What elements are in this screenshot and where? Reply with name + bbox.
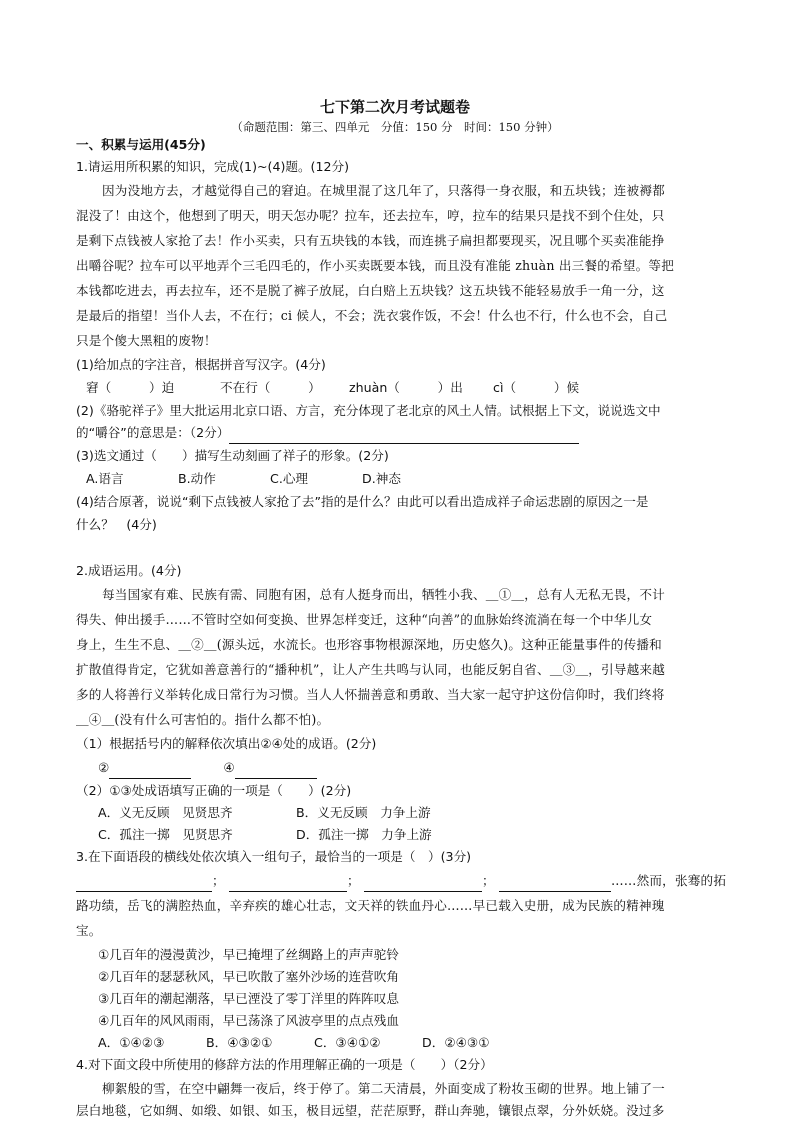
choice-option[interactable]: C.心理: [270, 471, 309, 486]
blank-label: ②: [98, 760, 110, 775]
q1-stem: 1.请运用所积累的知识，完成(1)~(4)题。(12分): [76, 159, 350, 174]
q1-sub2b: 的“嚼谷”的意思是：（2分）: [76, 425, 230, 440]
choice-option[interactable]: A．①④②③: [98, 1035, 165, 1050]
q1-passage-line: 本钱都吃进去，再去拉车，还不是脱了裤子放屁，白白赔上五块钱？这五块钱不能轻易放手一角一分，这: [76, 283, 665, 298]
choice-option[interactable]: C．③④①②: [314, 1035, 381, 1050]
pinyin-item: 不在行（ ）: [220, 380, 321, 395]
section-heading: 一、积累与运用(45分): [76, 137, 206, 152]
answer-line[interactable]: [235, 764, 317, 779]
q4-passage-line: 柳絮般的雪，在空中翩舞一夜后，终于停了。第二天清晨，外面变成了粉妆玉砌的世界。地上铺了一: [102, 1081, 665, 1096]
pinyin-item: cì（ ）候: [493, 380, 580, 395]
answer-line[interactable]: [229, 877, 347, 892]
q1-sub1-items: [76, 377, 726, 399]
choice-option[interactable]: D．②④③①: [422, 1035, 490, 1050]
q3-options-row: [76, 1032, 738, 1054]
q4-stem: 4.对下面文段中所使用的修辞方法的作用理解正确的一项是（ ）（2分）: [76, 1057, 493, 1072]
choice-option[interactable]: A.语言: [86, 471, 124, 486]
q2-stem: 2.成语运用。(4分): [76, 563, 182, 578]
blank-label: ④: [223, 760, 235, 775]
q1-sub3: (3)选文通过（ ）描写生动刻画了祥子的形象。(2分): [76, 448, 389, 463]
q4-passage-line: 层白地毯，它如绸、如缎、如银、如玉，极目远望，茫茫原野，群山奔驰，镶银点翠，分外妖娆。没过多: [76, 1103, 665, 1118]
choice-option[interactable]: B．义无反顾 力争上游: [296, 805, 431, 820]
choice-option[interactable]: B.动作: [178, 471, 216, 486]
q2-options-row: [76, 802, 738, 824]
answer-line[interactable]: [499, 877, 611, 892]
q3-item: ②几百年的瑟瑟秋风，早已吹散了塞外沙场的连营吹角: [98, 969, 399, 984]
q3-stem: 3.在下面语段的横线处依次填入一组句子，最恰当的一项是（ ）(3分): [76, 849, 472, 864]
answer-line[interactable]: [364, 877, 482, 892]
q3-passage-line: 路功绩，岳飞的满腔热血，辛弃疾的雄心壮志，文天祥的铁血丹心……早已载入史册，成为民族的精神瑰: [76, 898, 665, 913]
q2-passage-line: 身上，生生不息、＿②＿(源头远，水流长。也形容事物根源深地，历史悠久)。这种正能量事件的传播和: [76, 637, 662, 652]
q1-passage-line: 出嚼谷呢？拉车可以平地弄个三毛四毛的，作小买卖既要本钱，而且没有准能 zhuàn 出三餐的希望。等把: [76, 258, 675, 273]
q1-sub4: (4)结合原著，说说“剩下点钱被人家抢了去”指的是什么？由此可以看出造成祥子命运悲剧的原因之一是: [76, 494, 649, 509]
q1-sub4-cont: 什么？ (4分): [76, 517, 157, 532]
q1-passage-line: 因为没地方去，才越觉得自己的窘迫。在城里混了这几年了，只落得一身衣服，和五块钱；连被褥都: [102, 183, 665, 198]
pinyin-item: 窘（ ）迫: [86, 380, 175, 395]
q1-passage-line: 是最后的指望！当仆人去，不在行；ci 候人，不会；洗衣裳作饭，不会！什么也不行，什么也不会，自己: [76, 308, 668, 323]
q2-passage-line: 每当国家有难、民族有需、同胞有困，总有人挺身而出，牺牲小我、＿①＿，总有人无私无畏，不计: [102, 587, 665, 602]
pinyin-item: zhuàn（ ）出: [349, 380, 463, 395]
q1-passage-line: 混没了！由这个，他想到了明天，明天怎办呢？拉车，还去拉车，哼，拉车的结果只是找不到个住处，只: [76, 208, 665, 223]
choice-option[interactable]: B．④③②①: [206, 1035, 273, 1050]
q3-item: ④几百年的风风雨雨，早已荡涤了风波亭里的点点残血: [98, 1013, 399, 1028]
q3-blank-line: ； ； ； ……然而，张骞的拓: [76, 870, 716, 892]
q2-passage-line: 多的人将善行义举转化成日常行为习惯。当人人怀揣善意和勇敢、当大家一起守护这份信仰时，我们终将: [76, 687, 665, 702]
answer-line[interactable]: [109, 764, 191, 779]
q3-item: ③几百年的潮起潮落，早已湮没了零丁洋里的阵阵叹息: [98, 991, 399, 1006]
choice-option[interactable]: A．义无反顾 见贤思齐: [98, 805, 233, 820]
q2-passage-line: 扩散值得肯定，它犹如善意善行的“播种机”，让人产生共鸣与认同，也能反躬自省、＿③＿，引导越来越: [76, 662, 665, 677]
q3-line1-tail: ……然而，张骞的拓: [611, 873, 727, 888]
q2-sub1: （1）根据括号内的解释依次填出②④处的成语。(2分): [76, 736, 377, 751]
choice-option[interactable]: D.神态: [362, 471, 401, 486]
q2-options-row: [76, 824, 738, 846]
q1-sub3-options: [76, 468, 726, 490]
q2-passage-line: 得失、伸出援手……不管时空如何变换、世界怎样变迁，这种“向善”的血脉始终流淌在每一个中华儿女: [76, 612, 653, 627]
q1-sub2: (2)《骆驼祥子》里大批运用北京口语、方言，充分体现了老北京的风土人情。试根据上下文，说说选文中: [76, 403, 661, 418]
q1-passage-line: 只是个傻大黑粗的废物！: [76, 333, 217, 348]
q2-passage-line: ＿④＿(没有什么可害怕的。指什么都不怕)。: [76, 712, 330, 727]
q2-blanks: [76, 757, 738, 779]
q2-sub2: （2）①③处成语填写正确的一项是（ ）(2分): [76, 783, 352, 798]
q3-item: ①几百年的漫漫黄沙，早已掩埋了丝绸路上的声声驼铃: [98, 947, 399, 962]
page-title: 七下第二次月考试题卷: [319, 98, 470, 116]
answer-line[interactable]: [76, 877, 212, 892]
q1-sub1: (1)给加点的字注音，根据拼音写汉字。(4分): [76, 357, 326, 372]
answer-line[interactable]: [229, 429, 579, 444]
q1-sub2b-row: [76, 422, 716, 444]
page-subtitle: （命题范围：第三、四单元 分值：150 分 时间：150 分钟）: [231, 120, 559, 134]
choice-option[interactable]: D．孤注一掷 力争上游: [296, 827, 432, 842]
q1-passage-line: 是剩下点钱被人家抢了去！作小买卖，只有五块钱的本钱，而连挑子扁担都要现买，况且哪个买卖准能挣: [76, 233, 665, 248]
choice-option[interactable]: C．孤注一掷 见贤思齐: [98, 827, 233, 842]
q3-passage-line: 宝。: [76, 923, 102, 938]
